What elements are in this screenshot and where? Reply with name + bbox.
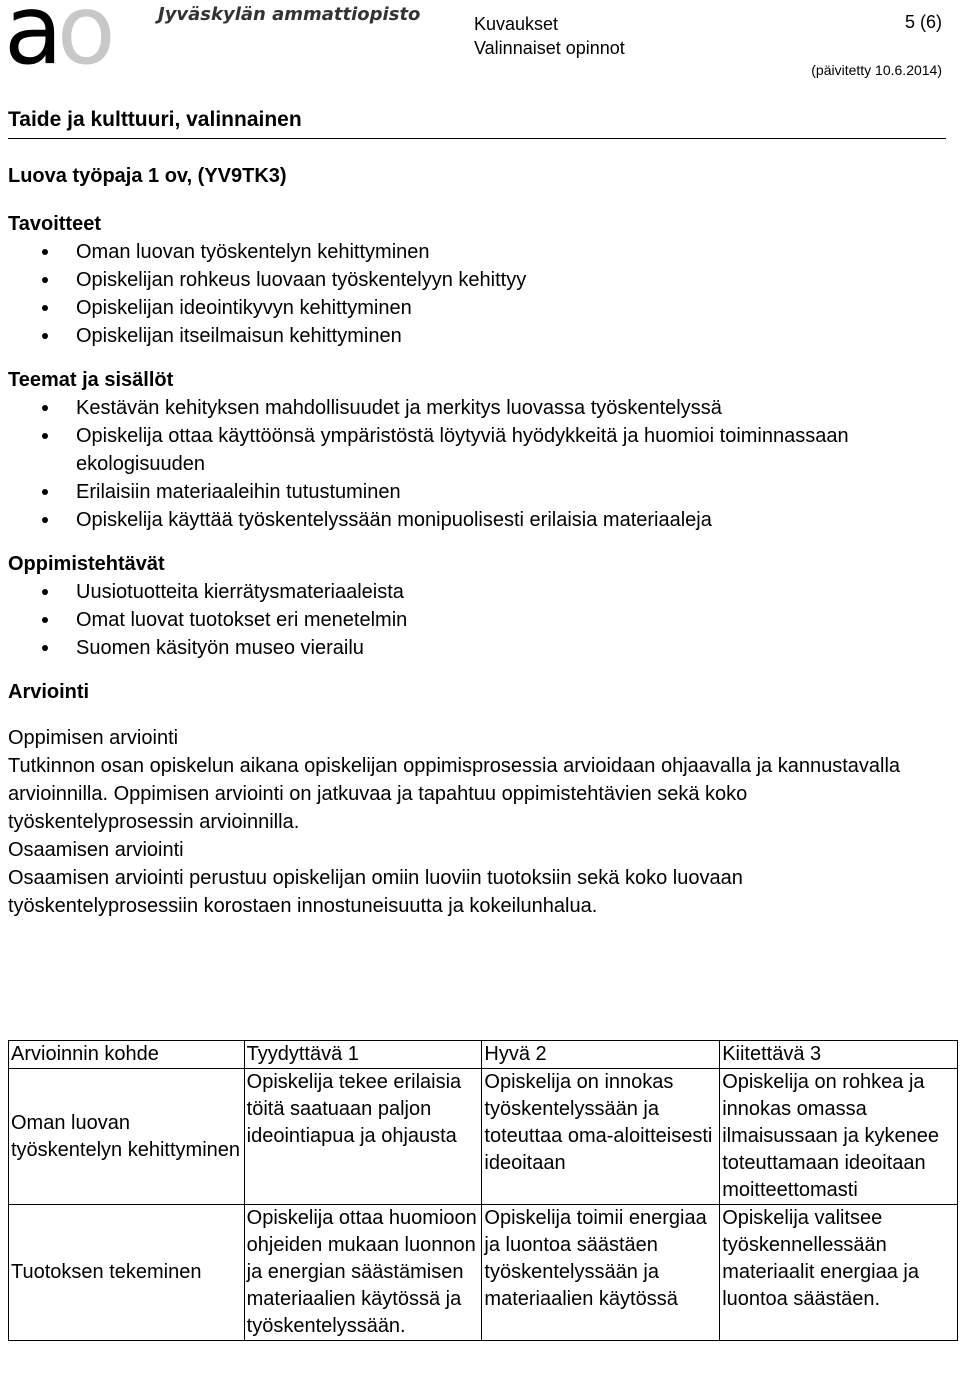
page-header bbox=[0, 0, 960, 90]
bullet-icon bbox=[42, 333, 48, 339]
bullet-icon bbox=[42, 589, 48, 595]
table-cell: Opiskelija toimii energiaa ja luontoa säästäen työskentelyssään ja materiaalien käytössä bbox=[482, 1205, 720, 1341]
bullet-icon bbox=[42, 617, 48, 623]
bullet-icon bbox=[42, 489, 48, 495]
list-item: Uusiotuotteita kierrätysmateriaaleista bbox=[8, 578, 938, 606]
list-item: Opiskelijan ideointikyvyn kehittyminen bbox=[8, 294, 938, 322]
oppimistehtavat-list bbox=[8, 578, 938, 662]
bullet-icon bbox=[42, 433, 48, 439]
table-header-cell: Arvioinnin kohde bbox=[9, 1041, 245, 1069]
bullet-icon bbox=[42, 305, 48, 311]
bullet-icon bbox=[42, 517, 48, 523]
doc-title-line2: Valinnaiset opinnot bbox=[474, 38, 625, 58]
list-item: Opiskelijan rohkeus luovaan työskentelyyn kehittyy bbox=[8, 266, 938, 294]
updated-date: (päivitetty 10.6.2014) bbox=[811, 62, 942, 78]
list-item: Opiskelija käyttää työskentelyssään monipuolisesti erilaisia materiaaleja bbox=[8, 506, 938, 534]
org-name: Jyväskylän ammattiopisto bbox=[158, 4, 421, 25]
osaamisen-arviointi-heading: Osaamisen arviointi bbox=[8, 839, 184, 861]
bullet-icon bbox=[42, 249, 48, 255]
section-title: Taide ja kulttuuri, valinnainen bbox=[8, 108, 946, 139]
page-number: 5 (6) bbox=[904, 12, 942, 32]
teemat-list bbox=[8, 394, 938, 534]
main-content bbox=[8, 162, 938, 920]
bullet-icon bbox=[42, 405, 48, 411]
table-cell: Oman luovan työskentelyn kehittyminen bbox=[9, 1069, 245, 1205]
list-item: Omat luovat tuotokset eri menetelmin bbox=[8, 606, 938, 634]
arviointi-heading: Arviointi bbox=[8, 681, 90, 703]
table-header-cell: Kiitettävä 3 bbox=[720, 1041, 958, 1069]
tavoitteet-list bbox=[8, 238, 938, 350]
list-item: Oman luovan työskentelyn kehittyminen bbox=[8, 238, 938, 266]
teemat-heading: Teemat ja sisällöt bbox=[8, 369, 174, 391]
table-header-cell: Hyvä 2 bbox=[482, 1041, 720, 1069]
list-item: Suomen käsityön museo vierailu bbox=[8, 634, 938, 662]
oppimisen-arviointi-text: Tutkinnon osan opiskelun aikana opiskelijan oppimisprosessia arvioidaan ohjaavalla ja kannustavalla arvioinnilla. Oppimisen arviointi on jatkuvaa ja tapahtuu oppimistehtävien sekä koko työskentelyprosessin arvioinnilla. bbox=[8, 755, 901, 833]
assessment-table bbox=[8, 1040, 958, 1341]
oppimistehtavat-heading: Oppimistehtävät bbox=[8, 553, 165, 575]
table-cell: Tuotoksen tekeminen bbox=[9, 1205, 245, 1341]
table-cell: Opiskelija on rohkea ja innokas omassa ilmaisussaan ja kykenee toteuttamaan ideoitaan moitteettomasti bbox=[720, 1069, 958, 1205]
doc-title-line1: Kuvaukset bbox=[474, 14, 559, 34]
list-item: Kestävän kehityksen mahdollisuudet ja merkitys luovassa työskentelyssä bbox=[8, 394, 938, 422]
oppimisen-arviointi-heading: Oppimisen arviointi bbox=[8, 727, 179, 749]
table-cell: Opiskelija valitsee työskennellessään materiaalit energiaa ja luontoa säästäen. bbox=[720, 1205, 958, 1341]
jao-logo: ao bbox=[4, 0, 110, 86]
table-cell: Opiskelija tekee erilaisia töitä saatuaan paljon ideointiapua ja ohjausta bbox=[244, 1069, 482, 1205]
table-header-cell: Tyydyttävä 1 bbox=[244, 1041, 482, 1069]
table-row bbox=[9, 1205, 958, 1341]
table-cell: Opiskelija on innokas työskentelyssään ja toteuttaa oma-aloitteisesti ideoitaan bbox=[482, 1069, 720, 1205]
osaamisen-arviointi-text: Osaamisen arviointi perustuu opiskelijan omiin luoviin tuotoksiin sekä koko luovaan työskentelyprosessiin korostaen innostuneisuutta ja kokeilunhalua. bbox=[8, 867, 743, 917]
bullet-icon bbox=[42, 277, 48, 283]
list-item: Opiskelija ottaa käyttöönsä ympäristöstä löytyviä hyödykkeitä ja huomioi toiminnassaan ekologisuuden bbox=[8, 422, 938, 478]
tavoitteet-heading: Tavoitteet bbox=[8, 213, 101, 235]
table-row bbox=[9, 1069, 958, 1205]
list-item: Erilaisiin materiaaleihin tutustuminen bbox=[8, 478, 938, 506]
table-cell: Opiskelija ottaa huomioon ohjeiden mukaan luonnon ja energian säästämisen materiaalien käytössä ja työskentelyssään. bbox=[244, 1205, 482, 1341]
course-title: Luova työpaja 1 ov, (YV9TK3) bbox=[8, 165, 287, 187]
list-item: Opiskelijan itseilmaisun kehittyminen bbox=[8, 322, 938, 350]
doc-title bbox=[474, 12, 625, 60]
table-header-row bbox=[9, 1041, 958, 1069]
bullet-icon bbox=[42, 645, 48, 651]
